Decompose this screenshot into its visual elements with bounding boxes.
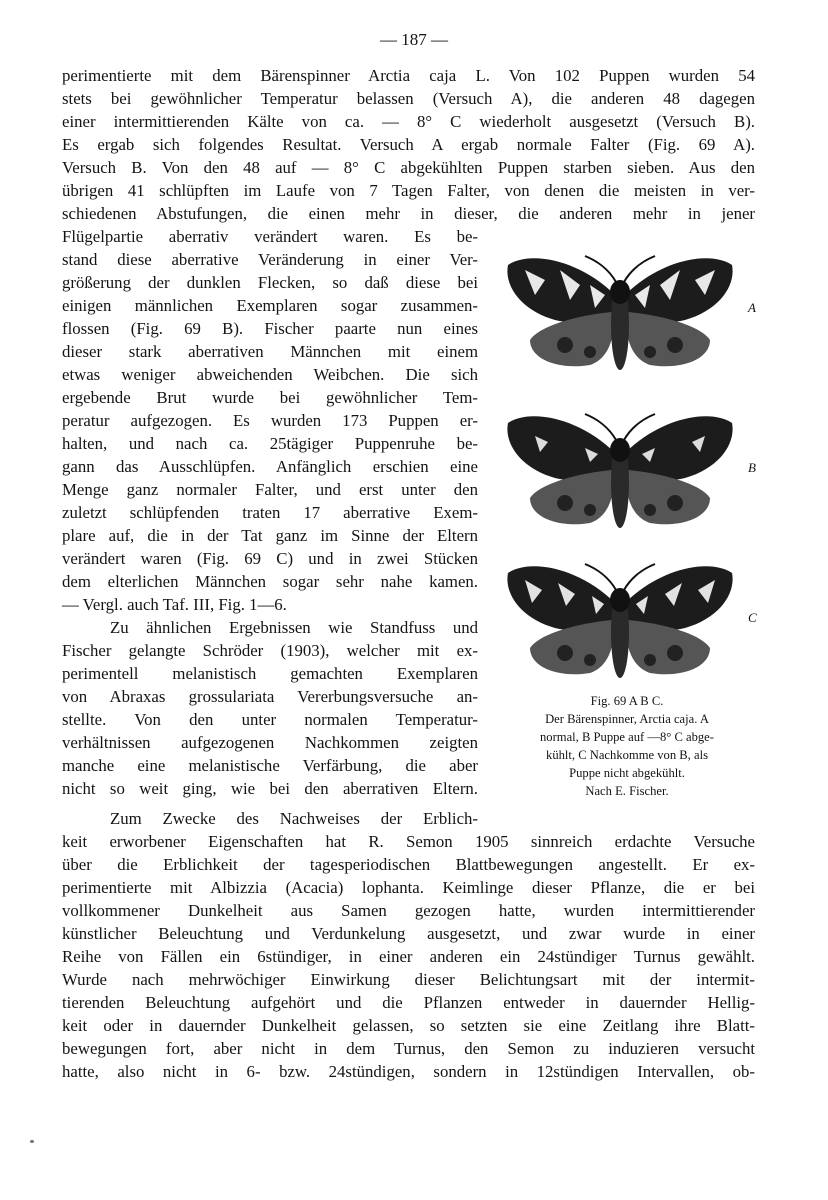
text-line: nicht so weit ging, wie bei den aberrativen Eltern. — [62, 779, 478, 798]
text-line: zuletzt schlüpfenden traten 17 aberrative Exem- — [62, 503, 478, 522]
caption-title: Fig. 69 A B C. — [590, 694, 664, 708]
text-line: plare auf, die in der Tat ganz im Sinne der Eltern — [62, 526, 478, 545]
text-line: stets bei gewöhnlicher Temperatur belassen (Versuch A), die anderen 48 dagegen — [62, 89, 755, 108]
figure-label-b: B — [748, 460, 756, 475]
figure-caption — [486, 692, 768, 800]
text-line: tierenden Beleuchtung aufgehört und die Pflanzen entweder in dauernder Hellig- — [62, 993, 755, 1012]
text-line: verändert waren (Fig. 69 C) und in zwei Stücken — [62, 549, 478, 568]
text-line: Wurde nach mehrwöchiger Einwirkung dieser Belichtungsart mit der intermit- — [62, 970, 755, 989]
text-line: perimentierte mit Albizzia (Acacia) lophanta. Keimlinge dieser Pflanze, die er bei — [62, 878, 755, 897]
text-line: peratur aufgezogen. Es wurden 173 Puppen er- — [62, 411, 478, 430]
text-line: halten, und nach ca. 25tägiger Puppenruhe be- — [62, 434, 478, 453]
text-line: Fischer gelangte Schröder (1903), welcher mit ex- — [62, 641, 478, 660]
text-line: keit erworbener Eigenschaften hat R. Semon 1905 sinnreich erdachte Versuche — [62, 832, 755, 851]
moth-a — [507, 256, 732, 370]
text-line: Menge ganz normaler Falter, und erst unter den — [62, 480, 478, 499]
text-line: Zu ähnlichen Ergebnissen wie Standfuss und — [110, 618, 478, 637]
stray-mark — [30, 1140, 34, 1143]
caption-line: normal, B Puppe auf —8° C abge- — [540, 730, 714, 744]
text-line: ergebende Brut wurde bei gewöhnlicher Tem- — [62, 388, 478, 407]
text-line: manche eine melanistische Verfärbung, die aber — [62, 756, 478, 775]
caption-line: Puppe nicht abgekühlt. — [569, 766, 685, 780]
text-line: über die Erblichkeit der tagesperiodischen Blattbewegungen angestellt. Er ex- — [62, 855, 755, 874]
text-line: dieser stark aberrativen Männchen mit einem — [62, 342, 478, 361]
text-line: vollkommener Dunkelheit aus Samen gezogen hatte, wurden intermittierender — [62, 901, 755, 920]
text-line: bewegungen fort, aber nicht in dem Turnus, den Semon zu induzieren versucht — [62, 1039, 755, 1058]
moth-b — [507, 414, 732, 528]
text-line: gann das Ausschlüpfen. Anfänglich erschien eine — [62, 457, 478, 476]
text-line: von Abraxas grossulariata Vererbungsversuche an- — [62, 687, 478, 706]
text-line: einer intermittierenden Kälte von ca. — 8° C wiederholt ausgesetzt (Versuch B). — [62, 112, 755, 131]
text-line: übrigen 41 schlüpften im Laufe von 7 Tagen Falter, von denen die meisten in ver- — [62, 181, 755, 200]
text-line: Versuch B. Von den 48 auf — 8° C abgekühlten Puppen starben sieben. Aus den — [62, 158, 755, 177]
text-line: etwas weniger abweichenden Weibchen. Die sich — [62, 365, 478, 384]
text-line: größerung der dunklen Flecken, so daß diese bei — [62, 273, 478, 292]
text-line: flossen (Fig. 69 B). Fischer paarte nun eines — [62, 319, 478, 338]
figure-label-a: A — [748, 300, 756, 315]
moth-illustrations — [492, 238, 762, 688]
text-line: Zum Zwecke des Nachweises der Erblich- — [110, 809, 478, 828]
text-line: keit oder in dauernder Dunkelheit gelassen, so setzten sie eine Zeitlang ihre Blatt- — [62, 1016, 755, 1035]
text-line: stand diese aberrative Veränderung in einer Ver- — [62, 250, 478, 269]
text-line: schiedenen Abstufungen, die einen mehr in dieser, die anderen mehr in jener — [62, 204, 755, 223]
caption-line: Nach E. Fischer. — [585, 784, 669, 798]
text-line: verhältnissen aufgezogenen Nachkommen zeigten — [62, 733, 478, 752]
caption-line: kühlt, C Nachkomme von B, als — [546, 748, 708, 762]
text-line: dem elterlichen Männchen sogar sehr nahe kamen. — [62, 572, 478, 591]
figure-label-c: C — [748, 610, 757, 625]
text-line: Es ergab sich folgendes Resultat. Versuch A ergab normale Falter (Fig. 69 A). — [62, 135, 755, 154]
text-line: — Vergl. auch Taf. III, Fig. 1—6. — [62, 595, 287, 614]
text-line: stellte. Von den unter normalen Temperatur- — [62, 710, 478, 729]
text-line: hatte, also nicht in 6- bzw. 24stündigen, sondern in 12stündigen Intervallen, ob- — [62, 1062, 755, 1081]
moth-c — [507, 564, 732, 678]
caption-line: Der Bärenspinner, Arctia caja. A — [545, 712, 709, 726]
text-line: künstlicher Beleuchtung und Verdunkelung ausgesetzt, und zwar wurde in einer — [62, 924, 755, 943]
moth-figure — [492, 238, 762, 688]
text-line: Reihe von Fällen ein 6stündiger, in einer anderen ein 24stündiger Turnus gewählt. — [62, 947, 755, 966]
text-line: perimentell melanistisch gemachten Exemplaren — [62, 664, 478, 683]
text-line: einigen männlichen Exemplaren sogar zusammen- — [62, 296, 478, 315]
page-number: — 187 — — [380, 30, 448, 49]
text-line: Flügelpartie aberrativ verändert waren. Es be- — [62, 227, 478, 246]
text-line: perimentierte mit dem Bärenspinner Arctia caja L. Von 102 Puppen wurden 54 — [62, 66, 755, 85]
